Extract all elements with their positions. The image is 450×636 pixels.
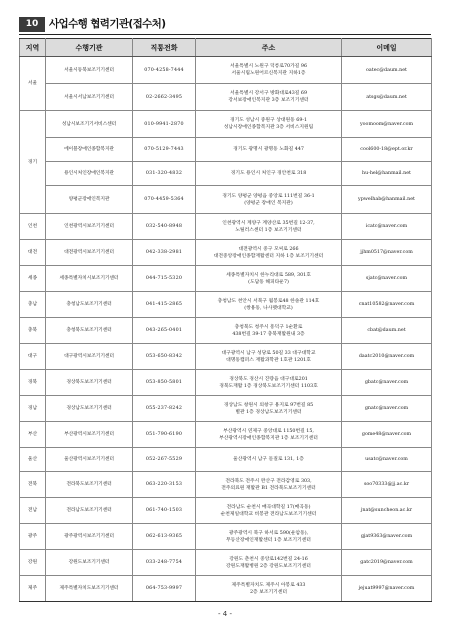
table-row — [20, 162, 432, 186]
address-line: 강서보장애인복지관 3층 보조기기센터 — [228, 98, 309, 103]
institution-cell: 경상남도보조기기센터 — [46, 396, 133, 422]
region-cell: 전남 — [20, 498, 46, 524]
phone-cell: 062-613-9365 — [133, 524, 196, 550]
institution-cell: 서울시동북보조기기센터 — [46, 57, 133, 84]
address-line: 성남시장애인종합복지관 3층 서비스지원팀 — [223, 125, 314, 130]
institution-cell: 용인시처인장애인복지관 — [46, 162, 133, 186]
region-cell: 전북 — [20, 472, 46, 498]
address-cell — [196, 498, 342, 524]
email-cell: jnat@suncheon.ac.kr — [342, 498, 432, 524]
table-row — [20, 292, 432, 318]
page-number: - 4 - — [218, 610, 232, 618]
phone-cell: 042-338-2981 — [133, 240, 196, 266]
region-cell: 대구 — [20, 344, 46, 370]
phone-cell: 041-415-2865 — [133, 292, 196, 318]
region-cell: 대전 — [20, 240, 46, 266]
address-line: 충청남도 천안시 서북구 월봉로48 한솔관 114호 — [217, 298, 320, 304]
address-cell — [196, 550, 342, 576]
address-cell — [196, 266, 342, 292]
table-row — [20, 84, 432, 111]
address-line: 순천제일대학교 비봉관 전라남도보조기기센터 — [220, 511, 317, 517]
institution-cell: 강원도보조기기센터 — [46, 550, 133, 576]
email-cell: ypwelhab@hanmail.net — [342, 186, 432, 214]
table-row — [20, 111, 432, 138]
address-cell — [196, 57, 342, 84]
table-row — [20, 472, 432, 498]
address-line: 서울특별시 강서구 방화대로43길 69 — [229, 91, 308, 96]
phone-cell: 051-790-6190 — [133, 422, 196, 448]
column-header-phone: 직통전화 — [133, 39, 196, 57]
address-cell — [196, 186, 342, 214]
address-line: (양평군 장애인 복지관) — [244, 200, 293, 206]
address-cell — [196, 344, 342, 370]
email-cell: soo70333@jj.ac.kr — [342, 472, 432, 498]
phone-cell: 033-248-7754 — [133, 550, 196, 576]
table-row — [20, 448, 432, 472]
institution-cell: 충청북도보조기기센터 — [46, 318, 133, 344]
table-row — [20, 240, 432, 266]
section-title: 사업수행 협력기관(접수처) — [49, 18, 166, 30]
table-row — [20, 524, 432, 550]
region-cell: 광주 — [20, 524, 46, 550]
table-row — [20, 186, 432, 214]
address-line: 강원도재활병원 2층 강원도보조기기센터 — [226, 563, 311, 569]
email-cell: cool600-18@ept.or.kr — [342, 138, 432, 162]
address-line: 서울시립노원어르신복지관 지하1층 — [231, 71, 306, 76]
address-line: 대구광역시 남구 성당로 50길 33 대구대학교 — [221, 350, 316, 356]
region-cell: 울산 — [20, 448, 46, 472]
institution-cell: 광주광역시보조기기센터 — [46, 524, 133, 550]
address-line: 대전광역시 중구 모씨로 266 — [238, 246, 299, 252]
table-row — [20, 266, 432, 292]
address-line: 경기도 용인시 처인구 경안천로 318 — [230, 171, 307, 176]
column-header-region: 지역 — [20, 39, 46, 57]
address-cell — [196, 84, 342, 111]
email-cell: cbat@daum.net — [342, 318, 432, 344]
table-row — [20, 576, 432, 602]
region-cell: 세종 — [20, 266, 46, 292]
address-cell — [196, 576, 342, 602]
region-cell: 경남 — [20, 396, 46, 422]
institution-cell: 대구광역시보조기기센터 — [46, 344, 133, 370]
column-header-institution: 수행기관 — [46, 39, 133, 57]
column-header-email: 이메일 — [342, 39, 432, 57]
email-cell: usatc@naver.com — [342, 448, 432, 472]
region-cell: 충남 — [20, 292, 46, 318]
table-row — [20, 214, 432, 240]
table-row — [20, 344, 432, 370]
institution-cell: 서울시서남보조기기센터 — [46, 84, 133, 111]
phone-cell: 010-9941-2870 — [133, 111, 196, 138]
table-header-row — [20, 39, 432, 57]
institution-cell: 에이블장애인종합복지관 — [46, 138, 133, 162]
address-cell — [196, 162, 342, 186]
table-row — [20, 318, 432, 344]
institution-cell: 충청남도보조기기센터 — [46, 292, 133, 318]
table-row — [20, 138, 432, 162]
address-line: (도담동 해피타운7) — [248, 279, 289, 285]
address-cell — [196, 111, 342, 138]
address-line: 전라북도 전주시 완산구 전라감영로 303, — [225, 478, 312, 484]
email-cell: sjatc@naver.com — [342, 266, 432, 292]
address-line: 인천광역시 계양구 계양산로 35번길 12-37, — [222, 220, 315, 226]
email-cell: daatc2010@naver.com — [342, 344, 432, 370]
institution-cell: 울산광역시보조기기센터 — [46, 448, 133, 472]
address-cell — [196, 292, 342, 318]
address-line: 경북도재활 1층 경상북도보조기기센터 1103호 — [219, 383, 318, 389]
email-cell: icatc@naver.com — [342, 214, 432, 240]
section-header — [19, 17, 431, 33]
institution-cell: 성남시보조기기서비스센터 — [46, 111, 133, 138]
institution-cell: 인천광역시보조기기센터 — [46, 214, 133, 240]
email-cell: gatc2019@naver.com — [342, 550, 432, 576]
address-cell — [196, 240, 342, 266]
phone-cell: 070-4258-7444 — [133, 57, 196, 84]
address-line: 대전중앙장애인종합재활센터 지하 1층 보조기기센터 — [213, 253, 324, 259]
email-cell: hu-hel@hanmail.net — [342, 162, 432, 186]
address-line: 서울특별시 노원구 덕릉로70가길 96 — [229, 64, 308, 69]
section-number-badge: 10 — [19, 17, 45, 32]
institution-cell: 부산광역시보조기기센터 — [46, 422, 133, 448]
email-cell: oatec@daum.net — [342, 57, 432, 84]
region-cell: 인천 — [20, 214, 46, 240]
address-line: 경상남도 창원시 의창구 용지로 97번길 85 — [223, 402, 314, 408]
phone-cell: 070-5129-7443 — [133, 138, 196, 162]
address-line: 대명동캠퍼스 재활과학관 1호관 1201호 — [226, 357, 311, 363]
address-line: 경기도 양평군 양평읍 중앙로 111번길 36-1 — [222, 193, 315, 199]
address-cell — [196, 138, 342, 162]
region-cell: 서울 — [20, 57, 46, 111]
address-line: (쌍용동, 나사렛대학교) — [244, 305, 293, 311]
address-line: 노틸러스센터 1층 보조기기센터 — [235, 227, 302, 233]
phone-cell: 055-237-8242 — [133, 396, 196, 422]
address-line: 전주의료원 재활관 B1 전라북도보조기기센터 — [221, 485, 316, 491]
email-cell: jjhm0517@naver.com — [342, 240, 432, 266]
table-row — [20, 422, 432, 448]
email-cell: gome48@naver.com — [342, 422, 432, 448]
email-cell: gbatc@naver.com — [342, 370, 432, 396]
phone-cell: 052-267-5529 — [133, 448, 196, 472]
section-divider — [19, 34, 431, 35]
address-cell — [196, 370, 342, 396]
address-line: 부산광역시 연제구 중앙대로 1150번길 15, — [223, 428, 314, 434]
phone-cell: 02-2662-3495 — [133, 84, 196, 111]
institution-cell: 전라북도보조기기센터 — [46, 472, 133, 498]
institution-table — [19, 38, 432, 602]
phone-cell: 043-265-0401 — [133, 318, 196, 344]
address-line: 경기도 성남시 중원구 상대원동 69-1 — [229, 118, 308, 123]
email-cell: gjat9363@naver.com — [342, 524, 432, 550]
email-cell: yoomoom@naver.com — [342, 111, 432, 138]
address-line: 2층 보조기기센터 — [249, 589, 287, 595]
email-cell: cnat10582@naver.com — [342, 292, 432, 318]
address-line: 강원도 춘천시 중앙로142번길 24-16 — [229, 556, 308, 562]
phone-cell: 061-740-1503 — [133, 498, 196, 524]
region-cell: 강원 — [20, 550, 46, 576]
institution-cell: 대전광역시보조기기센터 — [46, 240, 133, 266]
address-line: 별관 1층 경상남도보조기기센터 — [235, 409, 302, 415]
region-cell: 경기 — [20, 111, 46, 214]
phone-cell: 032-540-8948 — [133, 214, 196, 240]
address-cell — [196, 448, 342, 472]
institution-cell: 세종특별자치시보조기기센터 — [46, 266, 133, 292]
institution-cell: 제주특별자치도보조기기센터 — [46, 576, 133, 602]
address-line: 충청북도 청주시 흥덕구 1순환로 — [234, 324, 303, 330]
region-cell: 충북 — [20, 318, 46, 344]
phone-cell: 070-4459-5364 — [133, 186, 196, 214]
address-cell — [196, 318, 342, 344]
phone-cell: 053-650-8342 — [133, 344, 196, 370]
address-line: 제주특별자치도 제주시 아봉로 433 — [231, 582, 306, 588]
region-cell: 경북 — [20, 370, 46, 396]
phone-cell: 064-753-9997 — [133, 576, 196, 602]
address-line: 무등산장애인재활센터 1층 보조기기센터 — [226, 537, 311, 543]
address-line: 438번길 39-17 충북재활원내 3층 — [232, 331, 305, 337]
table-body — [20, 57, 432, 602]
address-cell — [196, 396, 342, 422]
phone-cell: 063-220-3153 — [133, 472, 196, 498]
address-cell — [196, 472, 342, 498]
email-cell: gnatc@naver.com — [342, 396, 432, 422]
table-row — [20, 498, 432, 524]
table-row — [20, 370, 432, 396]
phone-cell: 031-320-4832 — [133, 162, 196, 186]
institution-cell: 양평군장애인복지관 — [46, 186, 133, 214]
phone-cell: 053-850-5801 — [133, 370, 196, 396]
table-row — [20, 396, 432, 422]
region-cell: 부산 — [20, 422, 46, 448]
address-cell — [196, 524, 342, 550]
phone-cell: 044-715-5320 — [133, 266, 196, 292]
address-line: 전라남도 순천시 매곡대학길 17(매곡동) — [226, 504, 311, 510]
institution-cell: 전라남도보조기기센터 — [46, 498, 133, 524]
table-row — [20, 550, 432, 576]
email-cell: atsgs@daum.net — [342, 84, 432, 111]
address-line: 광주광역시 북구 하서로 590(운암동), — [228, 530, 309, 536]
address-line: 울산광역시 남구 돋질로 131, 1층 — [233, 457, 304, 462]
address-line: 경기도 광명시 광명동 노화길 447 — [233, 147, 304, 152]
address-cell — [196, 422, 342, 448]
address-line: 부산광역시장애인종합복지관 1층 보조기기센터 — [219, 435, 318, 441]
address-line: 세종특별자치시 한누리대로 589, 301호 — [226, 272, 311, 278]
column-header-address: 주소 — [196, 39, 342, 57]
table-row — [20, 57, 432, 84]
email-cell: jejuat9997@naver.com — [342, 576, 432, 602]
address-cell — [196, 214, 342, 240]
region-cell: 제주 — [20, 576, 46, 602]
institution-cell: 경상북도보조기기센터 — [46, 370, 133, 396]
address-line: 경상북도 경산시 진량읍 대구대로201 — [229, 376, 308, 382]
